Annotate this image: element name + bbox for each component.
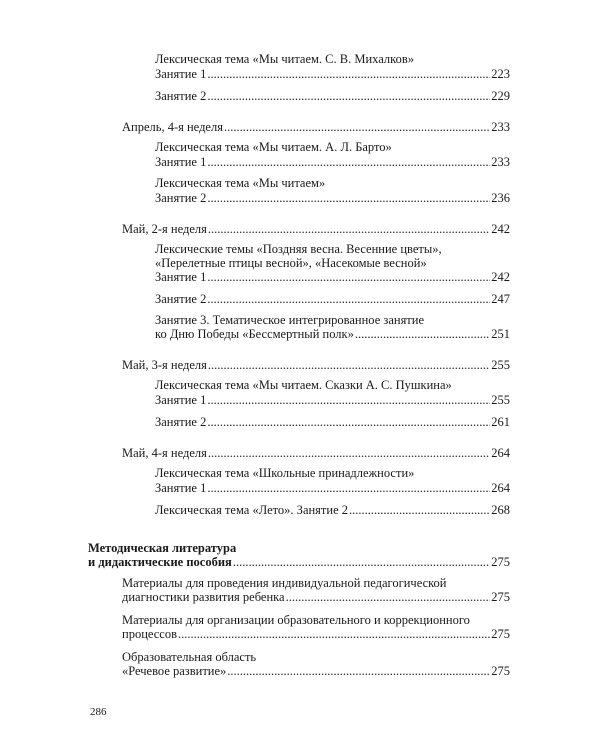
toc-edu-area-line1: Образовательная область	[122, 650, 257, 664]
toc-entry	[155, 327, 510, 342]
dot-leader	[355, 327, 490, 342]
toc-entry-label: Май, 4-я неделя	[122, 446, 207, 460]
toc-entry-label: Занятие 1	[155, 393, 207, 407]
toc-entry-page: 233	[491, 120, 510, 134]
toc-entry-page: 233	[491, 155, 510, 169]
toc-entry-page: 255	[491, 358, 510, 372]
toc-theme-reading: Лексическая тема «Мы читаем»	[155, 176, 326, 190]
toc-materials-org-line1: Материалы для организации образовательного и коррекционного	[122, 613, 470, 627]
toc-entry-page: 261	[491, 415, 510, 429]
toc-entry-page: 229	[491, 89, 510, 103]
toc-entry	[155, 503, 510, 518]
dot-leader	[286, 590, 491, 605]
dot-leader	[208, 358, 490, 373]
toc-entry-label: Май, 2-я неделя	[122, 222, 207, 236]
toc-entry-label: Занятие 2	[155, 89, 207, 103]
toc-entry	[155, 67, 510, 82]
toc-entry	[155, 415, 510, 430]
toc-entry	[155, 481, 510, 496]
toc-entry-page: 275	[491, 664, 510, 678]
dot-leader	[227, 664, 490, 679]
toc-entry-page: 242	[491, 270, 510, 284]
dot-leader	[207, 292, 490, 307]
dot-leader	[233, 555, 490, 570]
toc-entry	[122, 590, 510, 605]
toc-entry-label: «Речевое развитие»	[122, 664, 227, 678]
toc-entry	[155, 270, 510, 285]
toc-entry-page: 223	[491, 67, 510, 81]
toc-entry-label: Занятие 1	[155, 67, 207, 81]
toc-entry	[155, 292, 510, 307]
toc-entry-label: Апрель, 4-я неделя	[122, 120, 223, 134]
toc-entry	[122, 627, 510, 642]
toc-entry-label: диагностики развития ребенка	[122, 590, 285, 604]
toc-section-entry	[122, 446, 510, 461]
toc-entry-label: Занятие 2	[155, 191, 207, 205]
toc-themes-spring-line1: Лексические темы «Поздняя весна. Весенние цветы»,	[155, 242, 442, 256]
toc-entry-label: ко Дню Победы «Бессмертный полк»	[155, 327, 354, 341]
toc-lesson3-line1: Занятие 3. Тематическое интегрированное занятие	[155, 313, 425, 327]
toc-entry	[155, 191, 510, 206]
toc-entry-label: Занятие 2	[155, 415, 207, 429]
toc-section-entry	[88, 555, 510, 570]
toc-entry-page: 264	[491, 446, 510, 460]
toc-entry-page: 264	[491, 481, 510, 495]
dot-leader	[207, 393, 490, 408]
dot-leader	[349, 503, 490, 518]
dot-leader	[207, 67, 490, 82]
toc-section-entry	[122, 222, 510, 237]
toc-entry	[122, 664, 510, 679]
toc-entry-page: 275	[491, 627, 510, 641]
toc-method-lit-line1: Методическая литература	[88, 541, 237, 555]
toc-entry-label: и дидактические пособия	[88, 555, 232, 569]
dot-leader	[224, 120, 490, 135]
toc-entry-label: процессов	[122, 627, 177, 641]
toc-entry-page: 242	[491, 222, 510, 236]
toc-entry-page: 236	[491, 191, 510, 205]
toc-themes-spring-line2: «Перелетные птицы весной», «Насекомые весной»	[155, 256, 427, 270]
toc-entry	[155, 155, 510, 170]
dot-leader	[207, 191, 490, 206]
toc-entry-page: 251	[491, 327, 510, 341]
dot-leader	[207, 415, 490, 430]
toc-entry-label: Занятие 1	[155, 155, 207, 169]
toc-entry	[155, 89, 510, 104]
toc-entry-label: Лексическая тема «Лето». Занятие 2	[155, 503, 349, 517]
toc-entry-page: 275	[491, 590, 510, 604]
toc-entry-label: Занятие 1	[155, 270, 207, 284]
dot-leader	[207, 270, 490, 285]
toc-entry-label: Занятие 1	[155, 481, 207, 495]
toc-entry-label: Май, 3-я неделя	[122, 358, 207, 372]
toc-theme-mikhalkov: Лексическая тема «Мы читаем. С. В. Михалков»	[155, 52, 414, 66]
toc-entry-page: 268	[491, 503, 510, 517]
dot-leader	[207, 481, 490, 496]
page-number: 286	[90, 706, 107, 718]
toc-entry	[155, 393, 510, 408]
toc-entry-page: 275	[491, 555, 510, 569]
dot-leader	[207, 89, 490, 104]
toc-section-entry	[122, 120, 510, 135]
toc-entry-label: Занятие 2	[155, 292, 207, 306]
dot-leader	[208, 222, 490, 237]
toc-section-entry	[122, 358, 510, 373]
toc-theme-barto: Лексическая тема «Мы читаем. А. Л. Барто»	[155, 140, 392, 154]
dot-leader	[208, 446, 490, 461]
toc-entry-page: 255	[491, 393, 510, 407]
toc-entry-page: 247	[491, 292, 510, 306]
dot-leader	[207, 155, 490, 170]
toc-theme-school: Лексическая тема «Школьные принадлежности»	[155, 466, 415, 480]
toc-theme-pushkin: Лексическая тема «Мы читаем. Сказки А. С. Пушкина»	[155, 378, 452, 392]
toc-materials-diag-line1: Материалы для проведения индивидуальной педагогической	[122, 576, 447, 590]
dot-leader	[178, 627, 490, 642]
